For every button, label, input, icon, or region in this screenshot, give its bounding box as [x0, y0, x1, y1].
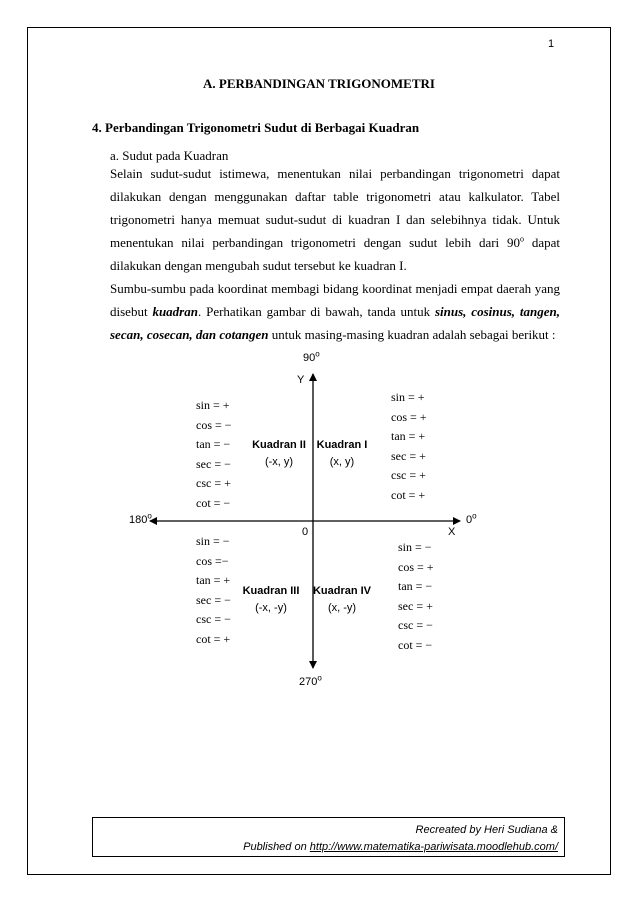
sign-item: cos = − [196, 417, 232, 432]
sign-item: tan = − [398, 579, 433, 593]
quadrant-1-label: Kuadran I (x, y) [316, 439, 368, 468]
text-line: Sumbu-sumbu pada koordinat membagi bidang koordinat menjadi empat daerah yang [110, 281, 560, 296]
sign-item: tan = + [196, 573, 231, 587]
page-title: A. PERBANDINGAN TRIGONOMETRI [203, 76, 435, 91]
sign-item: tan = + [391, 429, 426, 443]
y-axis-label: Y [297, 374, 305, 386]
sign-item: cos = + [391, 409, 427, 424]
text-line: Selain sudut-sudut istimewa, menentukan nilai perbandingan trigonometri dapat [110, 166, 560, 181]
origin-label: 0 [302, 526, 309, 538]
sign-item: sin = + [196, 398, 230, 412]
quadrant-4-label: Kuadran IV (x, -y) [312, 585, 372, 614]
text-line: secan, cosecan, dan cotangen untuk masing-masing kuadran adalah sebagai berikut : [110, 327, 556, 342]
sign-item: cot = + [391, 487, 426, 502]
quadrant-1-signs [391, 388, 427, 505]
sign-item: sec = + [398, 598, 433, 613]
sign-item: csc = − [196, 612, 231, 626]
footer-url-link[interactable]: http://www.matematika-pariwisata.moodlehub.com/ [309, 841, 558, 853]
angle-0-label: 0$^o$ [466, 511, 477, 526]
angle-90-label: 90$^o$ [303, 349, 320, 364]
sign-item: sec = − [196, 592, 231, 607]
subsection-heading: a. Sudut pada Kuadran [110, 148, 229, 163]
sign-item: cot = − [196, 495, 231, 510]
sign-item: tan = − [196, 437, 231, 451]
text-line: disebut kuadran. Perhatikan gambar di bawah, tanda untuk sinus, cosinus, tangen, [110, 304, 560, 319]
sign-item: csc = + [196, 476, 231, 490]
section-heading: 4. Perbandingan Trigonometri Sudut di Berbagai Kuadran [92, 120, 420, 135]
angle-270-label: 270$^o$ [299, 673, 322, 688]
quadrant-2-label: Kuadran II (-x, y) [252, 439, 306, 468]
text-line: dilakukan dengan mengubah sudut tersebut ke kuadran I. [110, 258, 407, 273]
text-line: menentukan nilai perbandingan trigonometri dengan sudut lebih dari 90$^o$ dapat [110, 234, 561, 250]
quadrant-4-signs [398, 538, 434, 655]
footer-credit-box [92, 817, 565, 857]
footer-credit: Recreated by Heri Sudiana & [415, 824, 558, 836]
sign-item: cot = + [196, 631, 231, 646]
quadrant-3-label: Kuadran III (-x, -y) [242, 585, 300, 614]
angle-180-label: 180$^o$ [129, 511, 152, 526]
sign-item: csc = + [391, 468, 426, 482]
quadrant-2-signs [196, 396, 232, 513]
quadrant-3-signs [196, 532, 231, 649]
page-number: 1 [548, 38, 555, 50]
sign-item: sec = − [196, 456, 231, 471]
sign-item: csc = − [398, 618, 433, 632]
sign-item: cot = − [398, 637, 433, 652]
footer-published: Published on http://www.matematika-pariwisata.moodlehub.com/ [243, 841, 558, 853]
sign-item: cos = + [398, 559, 434, 574]
sign-item: cos =− [196, 553, 229, 568]
sign-item: sin = − [196, 534, 230, 548]
x-axis-label: X [448, 526, 456, 538]
sign-item: sin = + [391, 390, 425, 404]
sign-item: sin = − [398, 540, 432, 554]
text-line: dilakukan dengan menggunakan daftar table trigonometri atau kalkulator. Tabel [110, 189, 560, 204]
sign-item: sec = + [391, 448, 426, 463]
text-line: trigonometri hanya memuat sudut-sudut di kuadran I dan selebihnya tidak. Untuk [110, 212, 560, 227]
